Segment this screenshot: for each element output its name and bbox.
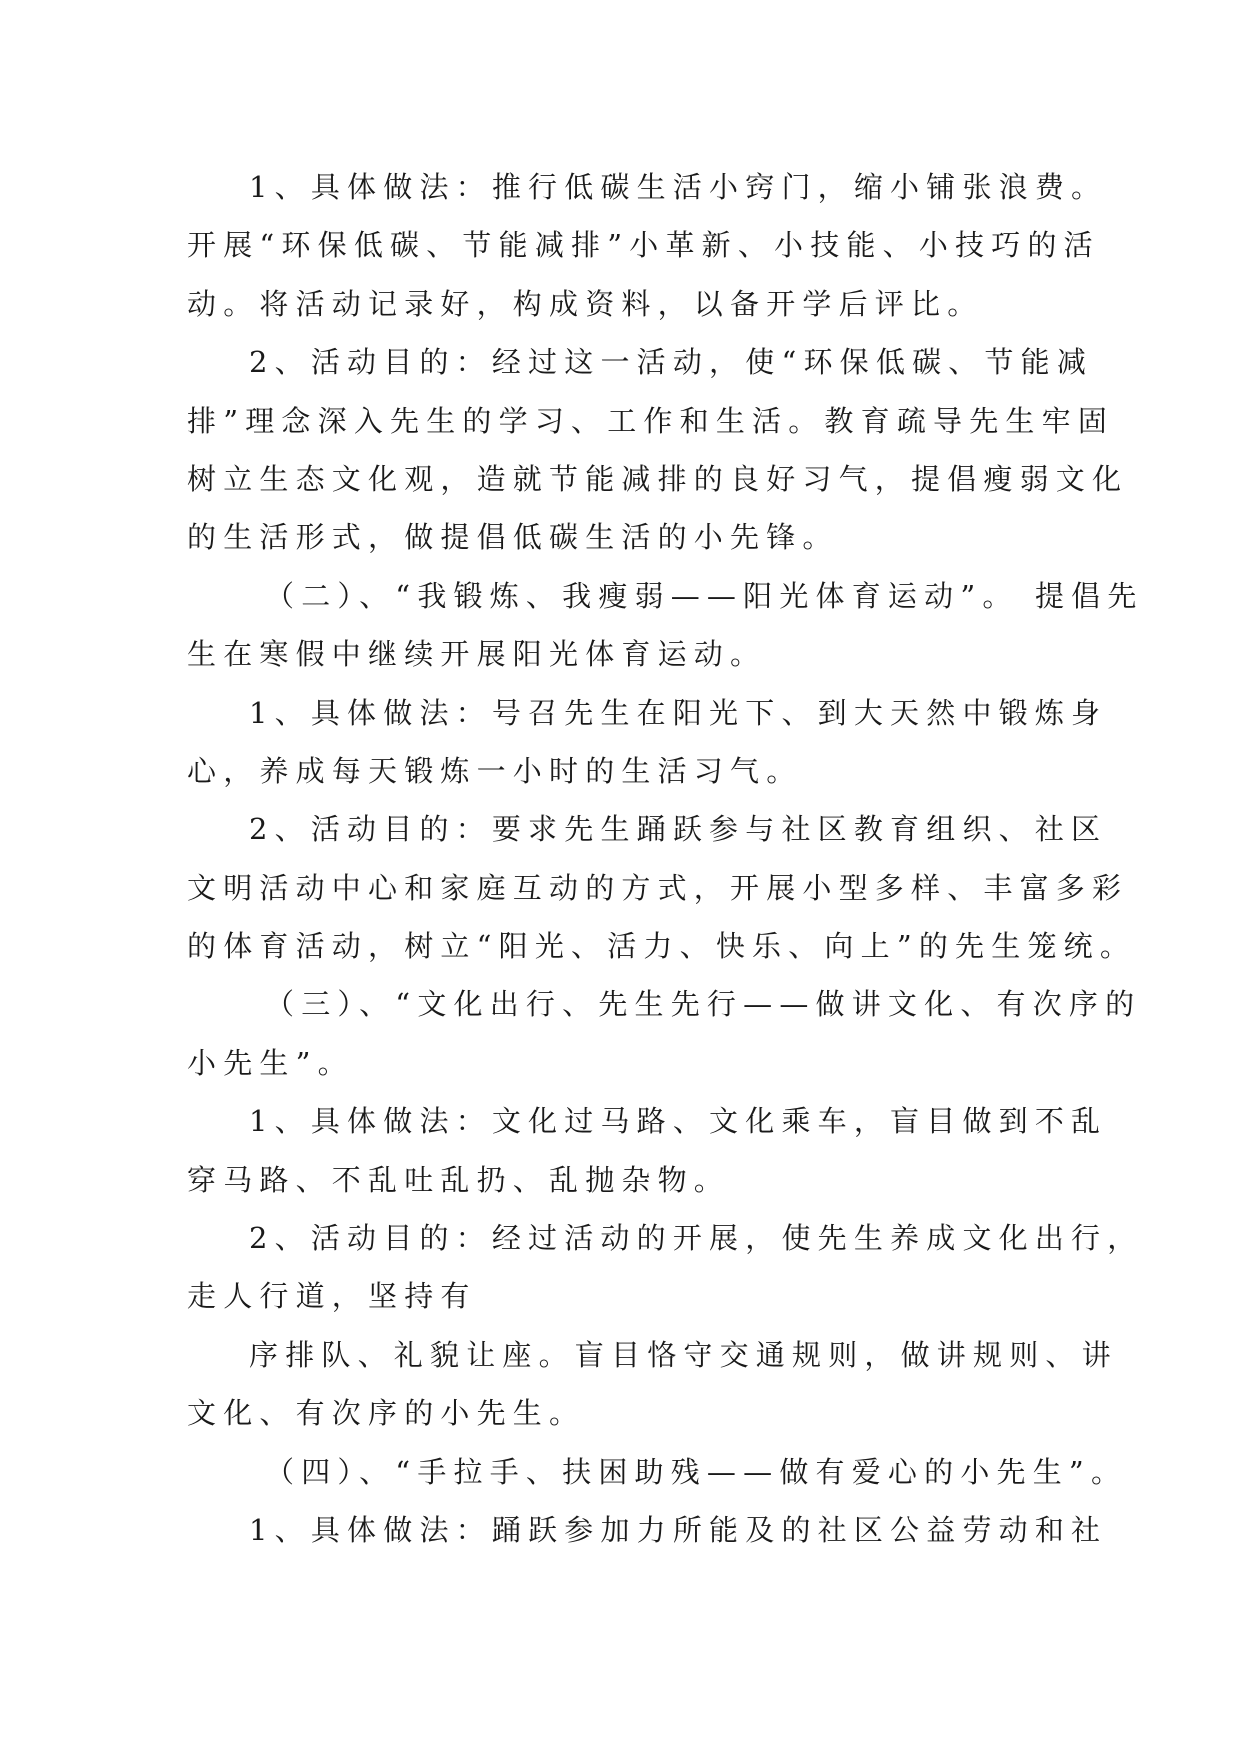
paragraph-line: 2、活动目的：经过这一活动，使“环保低碳、节能减	[249, 345, 1094, 380]
paragraph-line: 1、具体做法：文化过马路、文化乘车，盲目做到不乱	[249, 1104, 1108, 1139]
paragraph-line: 开展“环保低碳、节能减排”小革新、小技能、小技巧的活	[187, 228, 1100, 263]
paragraph-line: 小先生”。	[187, 1045, 354, 1080]
paragraph-line: 动。将活动记录好，构成资料，以备开学后评比。	[187, 286, 984, 321]
paragraph-line: 序排队、礼貌让座。盲目恪守交通规则，做讲规则、讲	[249, 1337, 1118, 1372]
paragraph-line: 树立生态文化观，造就节能减排的良好习气，提倡瘦弱文化	[187, 461, 1129, 496]
paragraph-line: 的生活形式，做提倡低碳生活的小先锋。	[187, 520, 839, 555]
paragraph-line: 走人行道，坚持有	[187, 1279, 477, 1314]
section-heading-line: （二）、“我锻炼、我瘦弱——阳光体育运动”。 提倡先	[265, 578, 1144, 613]
section-heading-line: （四）、“手拉手、扶困助残——做有爱心的小先生”。	[265, 1454, 1128, 1489]
body-text	[187, 158, 1144, 1559]
paragraph-line: 生在寒假中继续开展阳光体育运动。	[187, 637, 767, 672]
section-heading-line: （三）、“文化出行、先生先行——做讲文化、有次序的	[265, 987, 1142, 1022]
paragraph-line: 2、活动目的：经过活动的开展，使先生养成文化出行，	[249, 1221, 1144, 1256]
paragraph-line: 文明活动中心和家庭互动的方式，开展小型多样、丰富多彩	[187, 870, 1129, 905]
paragraph-line: 1、具体做法：推行低碳生活小窍门，缩小铺张浪费。	[249, 170, 1108, 204]
paragraph-line: 穿马路、不乱吐乱扔、乱抛杂物。	[187, 1162, 731, 1197]
paragraph-line: 心，养成每天锻炼一小时的生活习气。	[187, 753, 803, 788]
paragraph-line: 的体育活动，树立“阳光、活力、快乐、向上”的先生笼统。	[187, 929, 1137, 964]
paragraph-line: 排”理念深入先生的学习、工作和生活。教育疏导先生牢固	[187, 403, 1115, 438]
paragraph-line: 2、活动目的：要求先生踊跃参与社区教育组织、社区	[249, 812, 1108, 847]
paragraph-line: 文化、有次序的小先生。	[187, 1396, 586, 1431]
paragraph-line: 1、具体做法：踊跃参加力所能及的社区公益劳动和社	[249, 1512, 1108, 1547]
paragraph-line: 1、具体做法：号召先生在阳光下、到大天然中锻炼身	[249, 695, 1108, 730]
